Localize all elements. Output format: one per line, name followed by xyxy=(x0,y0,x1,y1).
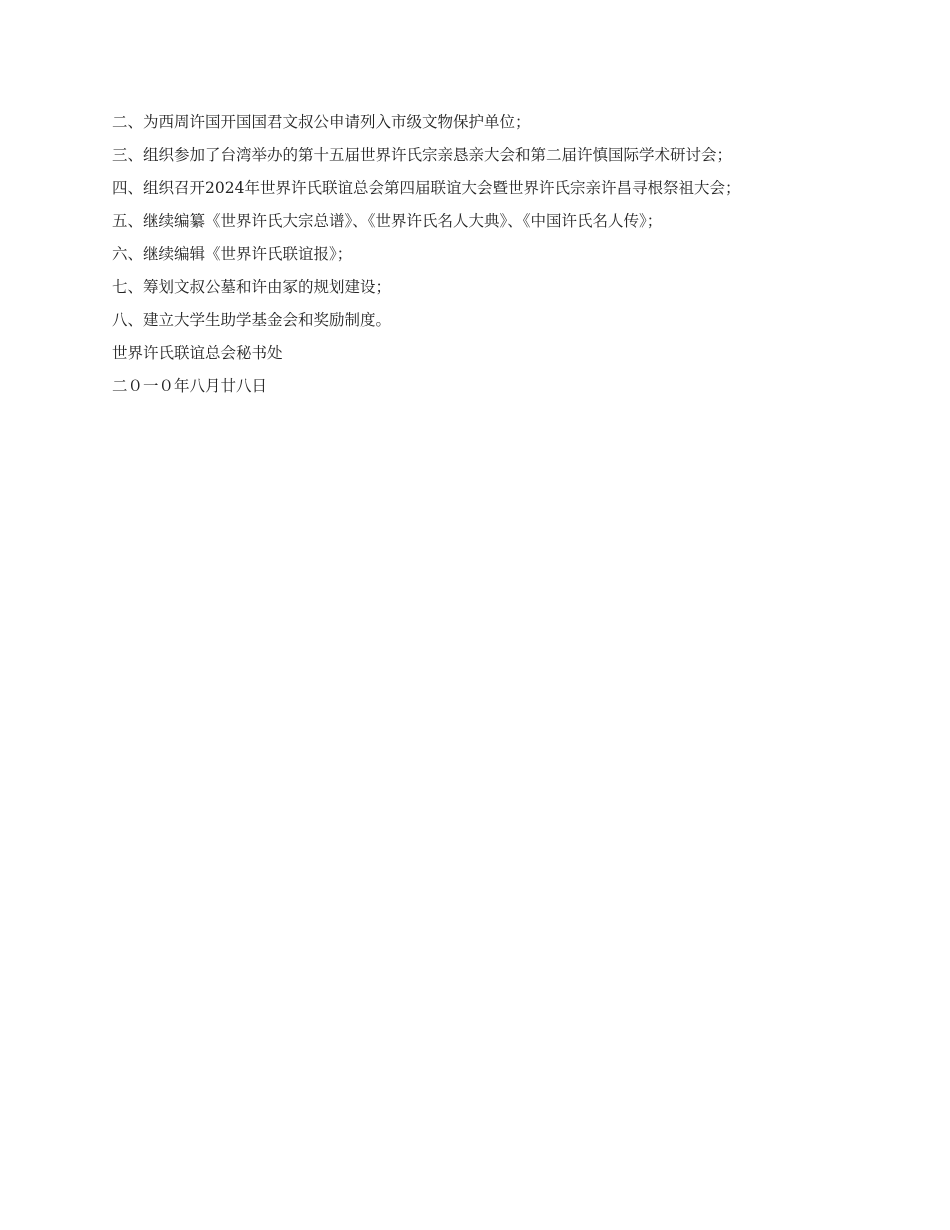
list-item: 二、为西周许国开国国君文叔公申请列入市级文物保护单位； xyxy=(112,113,531,131)
signature-date: 二０一０年八月廿八日 xyxy=(112,377,268,395)
list-item: 三、组织参加了台湾举办的第十五届世界许氏宗亲恳亲大会和第二届许慎国际学术研讨会； xyxy=(112,146,733,164)
signature-organization: 世界许氏联谊总会秘书处 xyxy=(112,344,283,362)
list-item: 四、组织召开2024年世界许氏联谊总会第四届联谊大会暨世界许氏宗亲许昌寻根祭祖大会； xyxy=(112,179,741,197)
list-item: 六、继续编辑《世界许氏联谊报》； xyxy=(112,245,353,263)
list-item: 八、建立大学生助学基金会和奖励制度。 xyxy=(112,311,392,329)
document-body xyxy=(112,112,836,409)
list-item: 七、筹划文叔公墓和许由冢的规划建设； xyxy=(112,278,392,296)
list-item: 五、继续编纂《世界许氏大宗总谱》、《世界许氏名人大典》、《中国许氏名人传》； xyxy=(112,212,663,230)
